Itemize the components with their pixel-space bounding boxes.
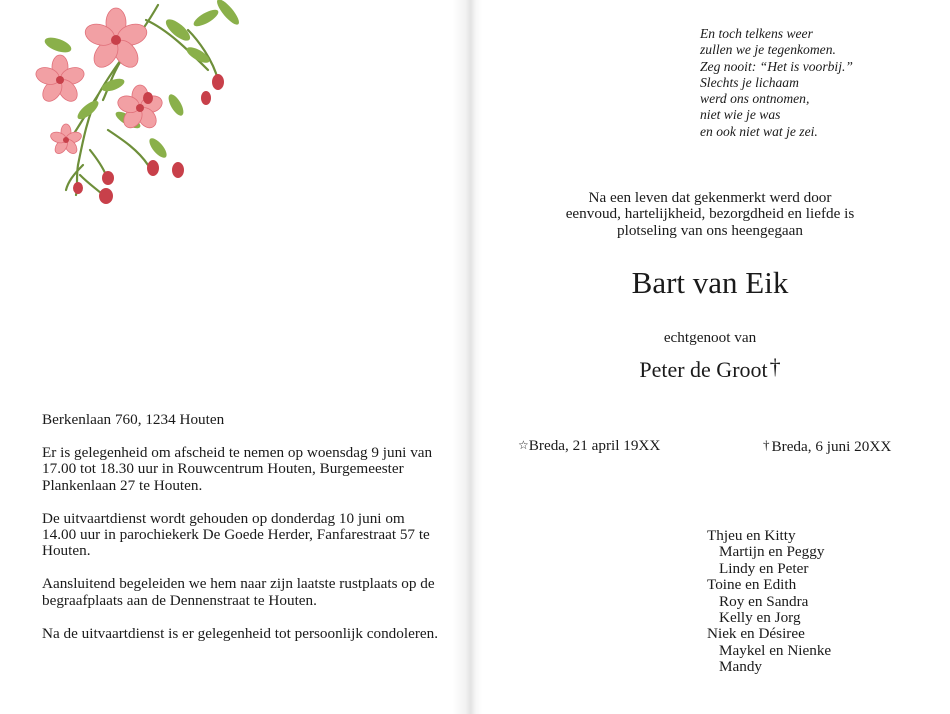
birth-info: [518, 437, 660, 455]
poem-line: En toch telkens weer: [700, 26, 813, 41]
star-icon: ☆: [518, 438, 529, 452]
page-fold-shadow: [452, 0, 482, 714]
poem: [700, 26, 853, 140]
poem-line: werd ons ontnomen,: [700, 91, 810, 107]
funeral-service-paragraph: De uitvaartdienst wordt gehouden op donderdag 10 juni om 14.00 uur in parochiekerk De Goede Herder, Fanfarestraat 57 te Houten.: [42, 509, 430, 560]
family-child: Mandy: [719, 658, 763, 676]
condolence-paragraph: Na de uitvaartdienst is er gelegenheid tot persoonlijk condoleren.: [42, 624, 439, 642]
home-address: Berkenlaan 760, 1234 Houten: [42, 411, 225, 428]
farewell-paragraph: Er is gelegenheid om afscheid te nemen op woensdag 9 juni van 17.00 tot 18.30 uur in Rouwcentrum Houten, Burgemeester Plankenlaan 27 te Houten.: [42, 443, 433, 494]
intro-line: plotseling van ons heengegaan: [617, 221, 803, 239]
poem-line: en ook niet wat je zei.: [700, 123, 818, 139]
birth-date: Breda, 21 april 19XX: [528, 437, 661, 454]
family-child: Lindy en Peter: [719, 559, 809, 577]
flower-branch-illustration: [28, 0, 248, 212]
poem-line: zullen we je tegenkomen.: [700, 42, 836, 58]
cross-icon: †: [763, 437, 770, 452]
family-member: Toine en Edith: [707, 576, 797, 594]
poem-line: Slechts je lichaam: [700, 74, 799, 90]
spouse-name: Peter de Groot: [639, 357, 768, 382]
intro-text: [500, 190, 920, 239]
poem-line: Zeg nooit: “Het is voorbij.”: [700, 58, 853, 74]
burial-paragraph: Aansluitend begeleiden we hem naar zijn laatste rustplaats op de begraafplaats aan de Dennenstraat te Houten.: [42, 575, 435, 609]
spouse-label: echtgenoot van: [663, 329, 757, 346]
deceased-name: Bart van Eik: [631, 265, 789, 300]
family-child: Kelly en Jorg: [719, 609, 801, 627]
family-member: Thjeu en Kitty: [707, 527, 796, 544]
ceremony-details: [42, 412, 442, 659]
dagger-icon: †: [769, 354, 781, 379]
family-member: Niek en Désiree: [707, 625, 805, 643]
family-list: [707, 528, 831, 676]
family-child: Martijn en Peggy: [719, 543, 825, 561]
death-date: Breda, 6 juni 20XX: [771, 438, 892, 455]
spouse-name-line: [500, 352, 920, 385]
family-child: Maykel en Nienke: [719, 641, 832, 659]
intro-line: eenvoud, hartelijkheid, bezorgdheid en liefde is: [565, 205, 855, 223]
poem-line: niet wie je was: [700, 107, 781, 123]
death-info: [763, 437, 891, 456]
left-page: [0, 0, 470, 714]
intro-line: Na een leven dat gekenmerkt werd door: [588, 189, 832, 206]
family-child: Roy en Sandra: [719, 592, 809, 610]
